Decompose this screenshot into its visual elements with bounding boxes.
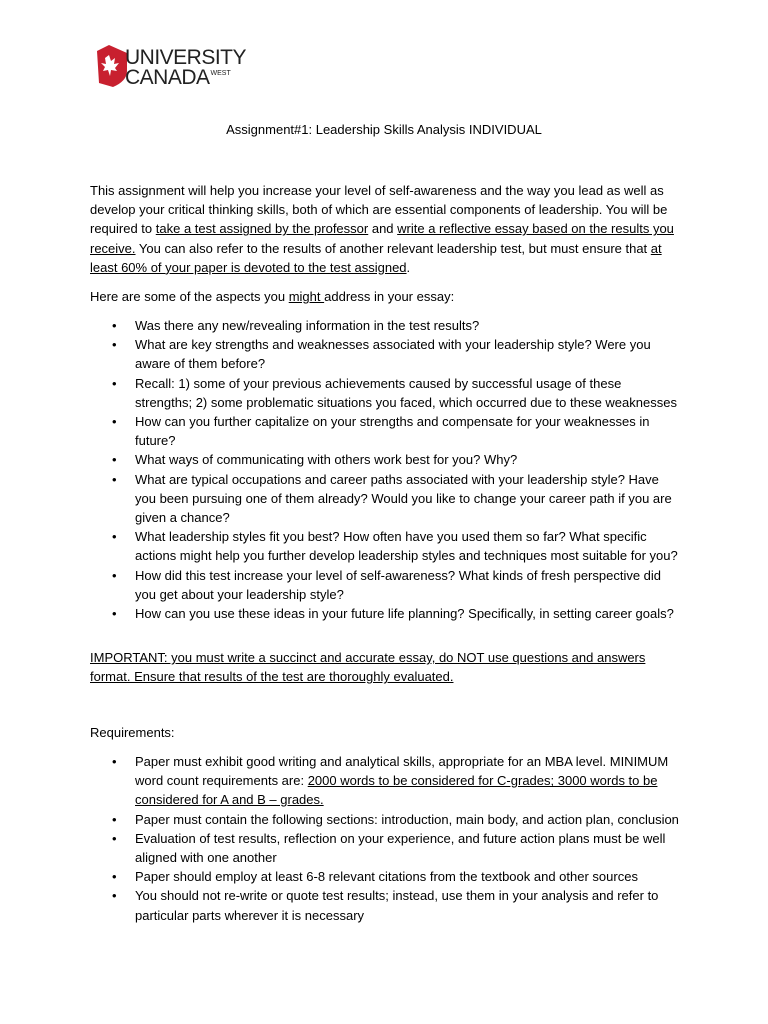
logo-wordmark: [125, 47, 246, 88]
important-note: [90, 648, 680, 686]
aspects-list: [90, 316, 680, 623]
maple-leaf-shield-icon: [95, 45, 129, 87]
important-note-text: IMPORTANT: you must write a succinct and accurate essay, do NOT use questions and answers format. Ensure that results of the test are thoroughly evaluated.: [90, 650, 646, 685]
requirements-heading: Requirements:: [90, 725, 175, 740]
requirements-list: [90, 752, 680, 925]
requirement-underline: 2000 words to be considered for C-grades; 3000 words to be considered for A and B – grades.: [135, 773, 658, 808]
university-canada-west-logo: [95, 45, 285, 90]
intro-text-2: and: [368, 221, 398, 237]
list-item: • You should not re-write or quote test results; instead, use them in your analysis and refer to particular parts wherever it is necessary: [90, 886, 680, 924]
assignment-title: Assignment#1: Leadership Skills Analysis INDIVIDUAL: [226, 122, 542, 137]
list-item: • Recall: 1) some of your previous achievements caused by successful usage of these strengths; 2) some problematic situations you faced, which occurred due to these weaknesses: [90, 374, 680, 412]
list-item: • Evaluation of test results, reflection on your experience, and future action plans must be well aligned with one another: [90, 829, 680, 867]
intro-underline-3: at least 60% of your paper is devoted to the test assigned: [90, 240, 662, 275]
aspects-intro: [90, 287, 680, 306]
intro-paragraph: [90, 181, 680, 277]
requirement-text: Paper must exhibit good writing and analytical skills, appropriate for an MBA level. MINIMUM word count requirements are:: [135, 754, 669, 789]
logo-west: WEST: [210, 70, 231, 77]
aspects-intro-text-1: Here are some of the aspects you: [90, 289, 289, 304]
list-item: • What leadership styles fit you best? How often have you used them so far? What specific actions might help you further develop leadership styles and techniques most suitable for you?: [90, 527, 680, 565]
logo-line2: CANADA: [125, 66, 210, 89]
list-item: • How can you use these ideas in your future life planning? Specifically, in setting career goals?: [90, 604, 680, 623]
list-item: • Paper must contain the following sections: introduction, main body, and action plan, conclusion: [90, 810, 680, 829]
list-item: • What are key strengths and weaknesses associated with your leadership style? Were you aware of them before?: [90, 335, 680, 373]
list-item: • How did this test increase your level of self-awareness? What kinds of fresh perspective did you get about your leadership style?: [90, 566, 680, 604]
list-item: [90, 752, 680, 810]
logo-line1: UNIVERSITY: [125, 46, 247, 69]
list-item: • How can you further capitalize on your strengths and compensate for your weaknesses in future?: [90, 412, 680, 450]
list-item: • What are typical occupations and career paths associated with your leadership style? Have you been pursuing one of them already? Would you like to change your career path if you are given a chance?: [90, 470, 680, 528]
list-item: • What ways of communicating with others work best for you? Why?: [90, 450, 680, 469]
intro-text-3: You can also refer to the results of another relevant leadership test, but must ensure that: [135, 240, 651, 256]
intro-text-4: .: [406, 259, 411, 275]
aspects-intro-underline: might: [288, 289, 325, 304]
list-item: • Paper should employ at least 6-8 relevant citations from the textbook and other sources: [90, 867, 680, 886]
list-item: • Was there any new/revealing information in the test results?: [90, 316, 680, 335]
intro-underline-2: write a reflective essay based on the results you receive.: [90, 221, 674, 256]
intro-text-1: This assignment will help you increase your level of self-awareness and the way you lead as well as develop your critical thinking skills, both of which are essential components of leadership. You will be required to: [90, 183, 668, 237]
intro-underline-1: take a test assigned by the professor: [155, 221, 369, 237]
aspects-intro-text-2: address in your essay:: [324, 289, 455, 304]
